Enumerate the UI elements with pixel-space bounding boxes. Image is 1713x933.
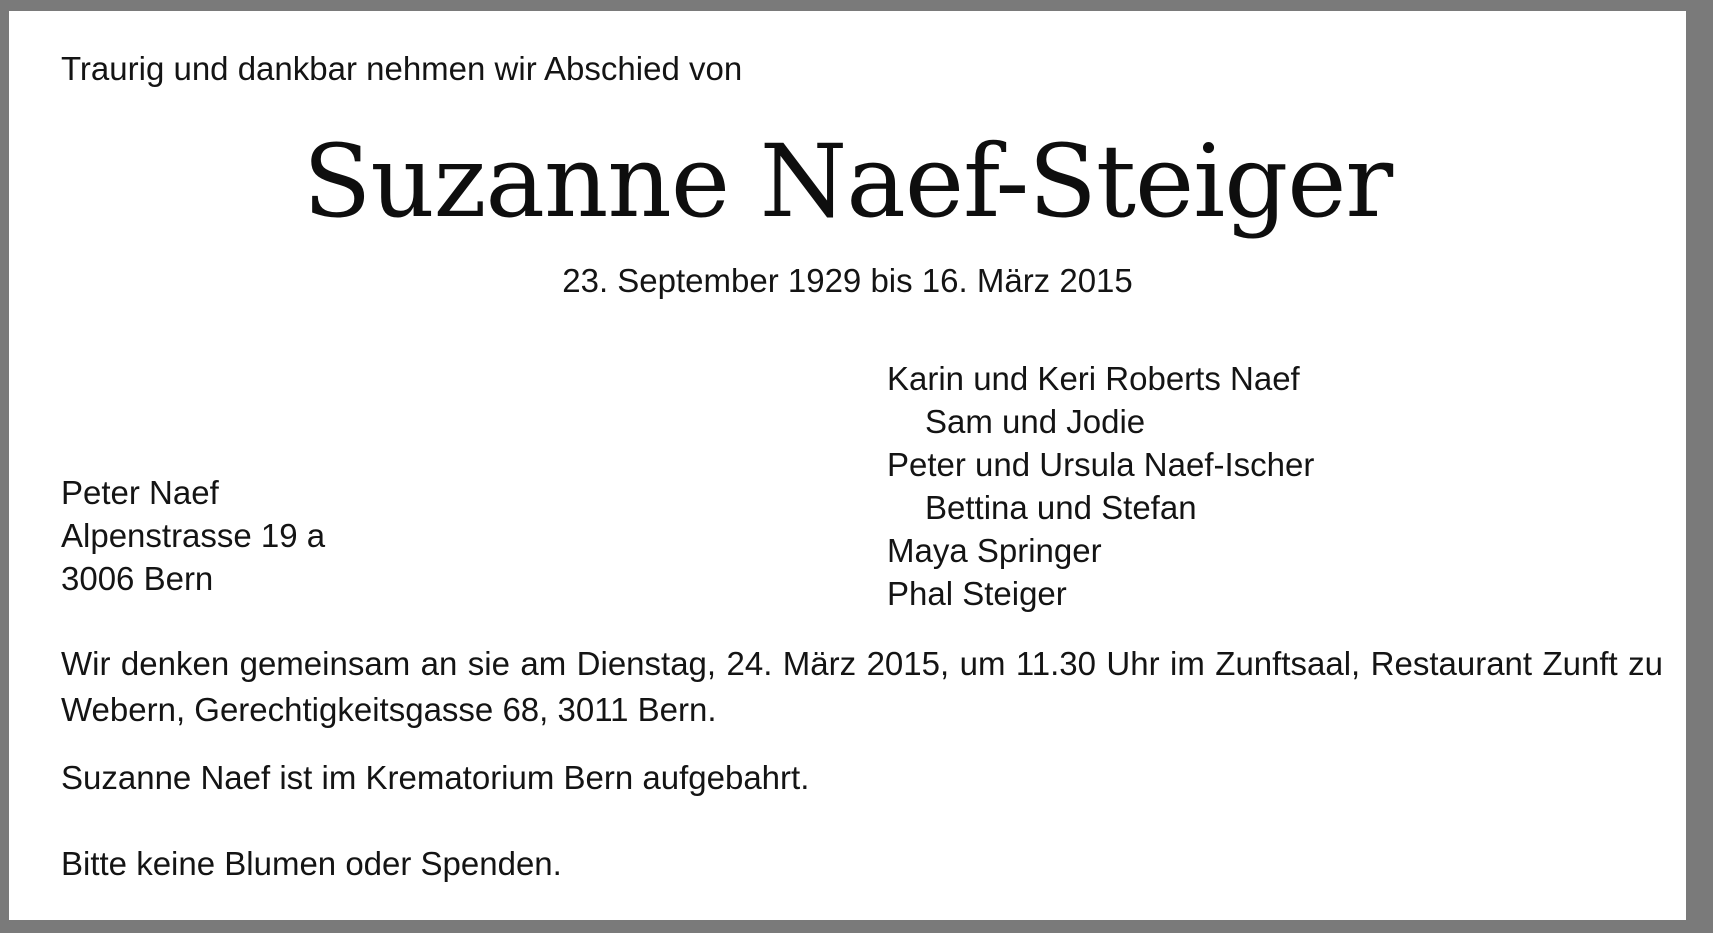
sender-street: Alpenstrasse 19 a <box>61 517 326 554</box>
family-member: Phal Steiger <box>887 575 1067 612</box>
deceased-name: Suzanne Naef-Steiger <box>302 123 1393 240</box>
family-list <box>887 357 1314 615</box>
family-member: Karin und Keri Roberts Naef <box>887 360 1300 397</box>
family-member: Peter und Ursula Naef-Ischer <box>887 446 1315 483</box>
obituary-notice <box>9 11 1686 920</box>
ceremony-info: Wir denken gemeinsam an sie am Dienstag, 24. März 2015, um 11.30 Uhr im Zunftsaal, Restaurant Zunft zu Webern, Gerechtigkeitsgasse 68, 3011 Bern. <box>61 645 1663 728</box>
family-member: Bettina und Stefan <box>925 489 1197 526</box>
sender-address <box>61 471 325 600</box>
intro-line: Traurig und dankbar nehmen wir Abschied von <box>61 50 743 87</box>
family-member: Sam und Jodie <box>925 403 1146 440</box>
life-dates: 23. September 1929 bis 16. März 2015 <box>562 262 1133 299</box>
closing-note: Bitte keine Blumen oder Spenden. <box>61 845 562 882</box>
sender-city: 3006 Bern <box>61 560 214 597</box>
sender-name: Peter Naef <box>61 474 219 511</box>
laid-out-info: Suzanne Naef ist im Krematorium Bern aufgebahrt. <box>61 759 810 796</box>
family-member: Maya Springer <box>887 532 1102 569</box>
